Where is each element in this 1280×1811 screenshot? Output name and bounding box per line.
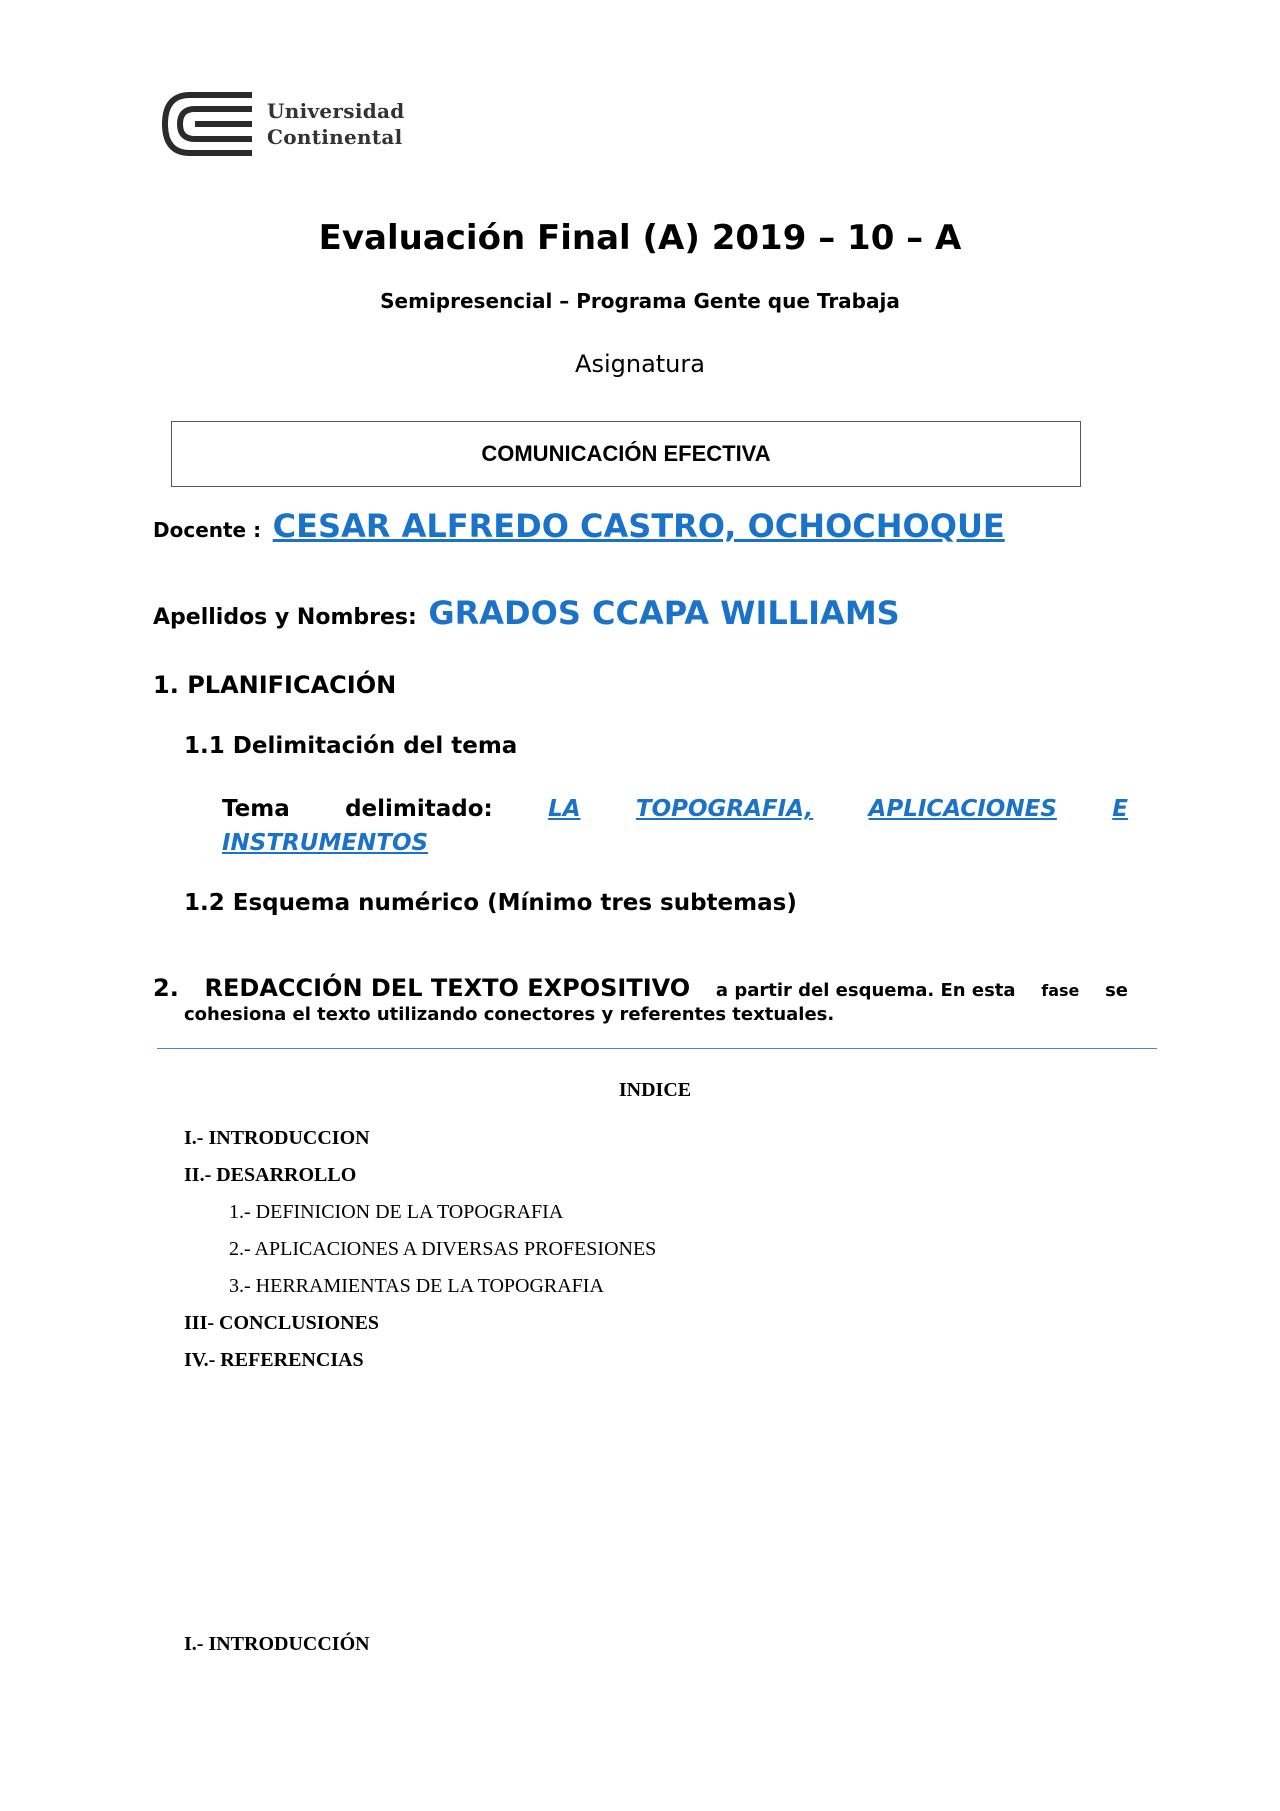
- docente-row: [153, 507, 1005, 545]
- indice-item: I.- INTRODUCCION: [184, 1127, 370, 1149]
- indice-subitem: 3.- HERRAMIENTAS DE LA TOPOGRAFIA: [229, 1275, 604, 1297]
- student-row: [153, 594, 900, 632]
- section-1-number: 1.: [153, 671, 179, 699]
- tema-line-2: [222, 826, 1128, 860]
- section-2-line-1: [153, 974, 1128, 1002]
- subsection-1-2-heading: [184, 890, 797, 916]
- tema-word-3: APLICACIONES: [868, 796, 1057, 822]
- section-2-text-3: se: [1105, 980, 1128, 1001]
- indice-item: IV.- REFERENCIAS: [184, 1349, 364, 1371]
- section-2-title: REDACCIÓN DEL TEXTO EXPOSITIVO: [204, 974, 691, 1002]
- introduction-heading: I.- INTRODUCCIÓN: [184, 1633, 370, 1655]
- tema-label-word-1: Tema: [222, 796, 290, 822]
- horizontal-divider: [157, 1048, 1157, 1049]
- page-subtitle: Semipresencial – Programa Gente que Trabaja: [380, 289, 900, 313]
- tema-word-1: LA: [548, 796, 581, 822]
- course-name-box: [171, 421, 1081, 487]
- page-title: Evaluación Final (A) 2019 – 10 – A: [318, 218, 962, 258]
- universidad-continental-logo-icon: [162, 92, 254, 156]
- university-name-line1: Universidad: [267, 99, 405, 123]
- section-2-number: 2.: [153, 974, 179, 1002]
- student-name: GRADOS CCAPA WILLIAMS: [428, 594, 900, 632]
- docente-label: Docente :: [153, 518, 262, 542]
- subsection-1-2-title: Esquema numérico (Mínimo tres subtemas): [232, 890, 797, 916]
- subsection-1-1-number: 1.1: [184, 733, 225, 759]
- tema-label-word-2: delimitado:: [345, 796, 493, 822]
- subsection-1-1-title: Delimitación del tema: [232, 733, 518, 759]
- section-1-title: PLANIFICACIÓN: [187, 671, 397, 699]
- indice-subitem: 1.- DEFINICION DE LA TOPOGRAFIA: [229, 1201, 564, 1223]
- tema-line-1: [222, 792, 1128, 826]
- university-name: [267, 98, 405, 150]
- tema-delimitado: [222, 792, 1128, 860]
- indice-item: II.- DESARROLLO: [184, 1164, 357, 1186]
- university-name-line2: Continental: [267, 125, 403, 149]
- tema-word-4: E: [1112, 796, 1128, 822]
- indice-item: III- CONCLUSIONES: [184, 1312, 380, 1334]
- docente-name: CESAR ALFREDO CASTRO, OCHOCHOQUE: [272, 507, 1005, 545]
- student-label: Apellidos y Nombres:: [153, 605, 417, 630]
- indice-subitem: 2.- APLICACIONES A DIVERSAS PROFESIONES: [229, 1238, 657, 1260]
- indice-title: INDICE: [618, 1079, 692, 1101]
- subsection-1-2-number: 1.2: [184, 890, 225, 916]
- course-name: COMUNICACIÓN EFECTIVA: [481, 441, 771, 466]
- subsection-1-1-heading: [184, 733, 517, 759]
- section-1-heading: [153, 671, 396, 699]
- tema-word-5: INSTRUMENTOS: [222, 830, 429, 856]
- course-label: Asignatura: [575, 350, 705, 378]
- section-2: [153, 974, 1128, 1025]
- tema-word-2: TOPOGRAFIA,: [635, 796, 814, 822]
- section-2-text-1: a partir del esquema. En esta: [715, 980, 1016, 1001]
- section-2-line-2: cohesiona el texto utilizando conectores y referentes textuales.: [184, 1004, 835, 1025]
- section-2-text-2: fase: [1041, 981, 1080, 1000]
